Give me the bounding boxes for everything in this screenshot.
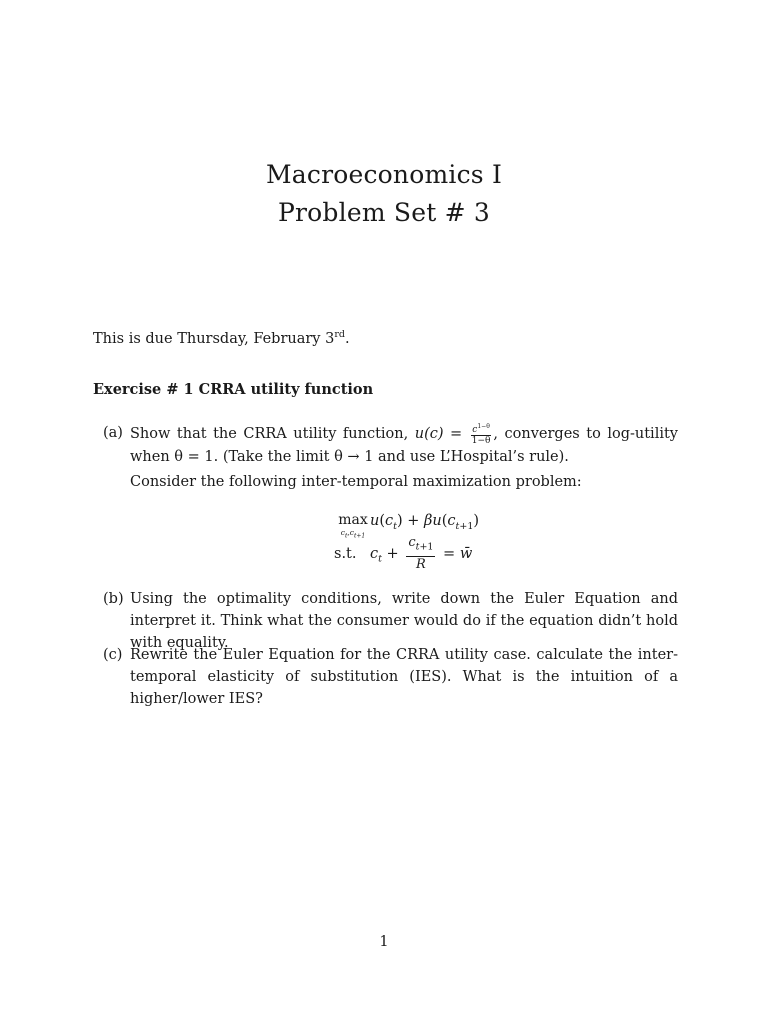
due-text: This is due Thursday, February 3 <box>93 331 335 347</box>
page-number: 1 <box>379 934 389 950</box>
max-operator <box>338 512 368 541</box>
item-a-content <box>130 422 678 468</box>
budget-constraint: $c_t$ + $\frac{c_{t+1}}{R}$ = w̄ <box>370 535 473 572</box>
crra-denominator: 1−θ <box>471 436 491 446</box>
crra-numerator <box>471 422 492 436</box>
item-a-text-after: , converges to log-utility when θ = 1. (Take the limit θ → 1 and use L’Hospital’s rule). <box>130 426 678 465</box>
item-c <box>93 644 678 710</box>
item-marker: (c) <box>103 647 123 663</box>
due-end: . <box>344 331 350 347</box>
utility-function-lhs: u(c) = <box>414 426 469 442</box>
exercise-heading: Exercise # 1 CRRA utility function <box>93 381 374 398</box>
item-c-content: Rewrite the Euler Equation for the CRRA utility case. calculate the inter-temporal elasticity of substitution (IES). What is the intuition of a higher/lower IES? <box>130 647 678 707</box>
due-date-note <box>93 329 678 350</box>
item-a <box>93 422 678 468</box>
item-a-text-before: Show that the CRRA utility function, <box>130 426 415 442</box>
document-subtitle: Problem Set # 3 <box>278 198 490 227</box>
max-word: max <box>338 512 368 528</box>
item-b-content: Using the optimality conditions, write down the Euler Equation and interpret it. Think what the consumer would do if the equation didn’t hold with equality. <box>130 591 678 651</box>
such-that-label: s.t. <box>334 546 357 562</box>
consider-text: Consider the following inter-temporal maximization problem: <box>130 474 582 490</box>
objective-function: $u(c_t) + \beta u(c_{t+1})$ <box>370 513 480 532</box>
crra-fraction <box>471 422 492 446</box>
max-subscript: $c_t,c_{t+1}$ <box>340 528 366 540</box>
crra-numerator-base: c <box>472 425 478 435</box>
document-title: Macroeconomics I <box>265 160 503 189</box>
item-marker: (a) <box>103 425 123 441</box>
crra-numerator-exponent: 1−θ <box>477 423 490 430</box>
due-superscript: rd <box>334 329 345 341</box>
item-marker: (b) <box>103 591 124 607</box>
